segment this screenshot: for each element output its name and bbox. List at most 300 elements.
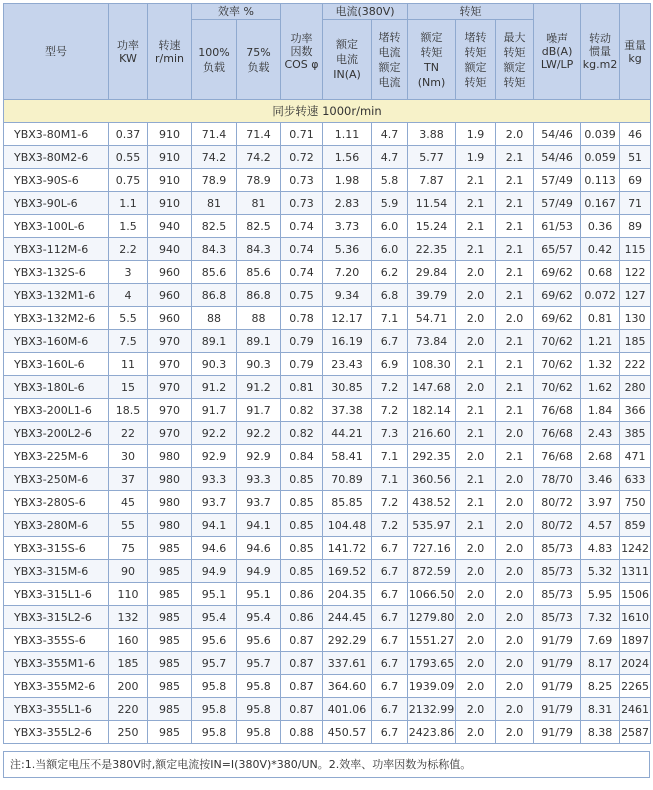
cell-locked-current: 7.1 (372, 307, 408, 330)
cell-power: 5.5 (109, 307, 148, 330)
cell-eff-75: 95.8 (237, 698, 281, 721)
cell-locked-torque: 2.0 (456, 698, 496, 721)
cell-max-torque: 2.1 (496, 330, 534, 353)
cell-inertia: 8.31 (581, 698, 620, 721)
header-eff-100: 100% 负载 (192, 20, 237, 100)
table-row (4, 606, 651, 629)
cell-max-torque: 2.0 (496, 307, 534, 330)
cell-power-factor: 0.74 (281, 215, 323, 238)
cell-rated-current: 70.89 (323, 468, 372, 491)
cell-model: YBX3-355S-6 (4, 629, 109, 652)
cell-locked-torque: 1.9 (456, 123, 496, 146)
table-row (4, 445, 651, 468)
cell-eff-100: 95.8 (192, 698, 237, 721)
cell-power-factor: 0.86 (281, 606, 323, 629)
cell-inertia: 0.81 (581, 307, 620, 330)
cell-eff-100: 95.6 (192, 629, 237, 652)
cell-locked-current: 6.7 (372, 652, 408, 675)
cell-locked-torque: 2.1 (456, 238, 496, 261)
cell-rated-torque: 2132.99 (408, 698, 456, 721)
cell-speed: 910 (148, 192, 192, 215)
cell-max-torque: 2.0 (496, 698, 534, 721)
cell-eff-75: 89.1 (237, 330, 281, 353)
cell-locked-torque: 2.0 (456, 284, 496, 307)
cell-locked-torque: 2.0 (456, 652, 496, 675)
cell-noise: 85/73 (534, 560, 581, 583)
cell-weight: 2461 (620, 698, 651, 721)
cell-model: YBX3-112M-6 (4, 238, 109, 261)
cell-eff-75: 74.2 (237, 146, 281, 169)
cell-power: 45 (109, 491, 148, 514)
cell-weight: 385 (620, 422, 651, 445)
cell-locked-torque: 1.9 (456, 146, 496, 169)
cell-model: YBX3-280M-6 (4, 514, 109, 537)
cell-max-torque: 2.0 (496, 560, 534, 583)
cell-power-factor: 0.88 (281, 721, 323, 744)
cell-locked-torque: 2.0 (456, 721, 496, 744)
cell-model: YBX3-355M1-6 (4, 652, 109, 675)
cell-eff-100: 93.7 (192, 491, 237, 514)
cell-rated-current: 1.98 (323, 169, 372, 192)
cell-eff-100: 91.7 (192, 399, 237, 422)
cell-power: 37 (109, 468, 148, 491)
cell-locked-current: 7.3 (372, 422, 408, 445)
cell-power-factor: 0.85 (281, 537, 323, 560)
cell-weight: 859 (620, 514, 651, 537)
cell-noise: 54/46 (534, 123, 581, 146)
cell-locked-current: 6.7 (372, 675, 408, 698)
cell-locked-torque: 2.0 (456, 307, 496, 330)
header-current-group: 电流(380V) (323, 4, 408, 20)
cell-locked-current: 7.2 (372, 491, 408, 514)
table-row (4, 652, 651, 675)
cell-speed: 980 (148, 514, 192, 537)
table-row (4, 514, 651, 537)
cell-speed: 910 (148, 123, 192, 146)
cell-rated-current: 364.60 (323, 675, 372, 698)
cell-rated-torque: 727.16 (408, 537, 456, 560)
cell-speed: 940 (148, 215, 192, 238)
cell-eff-100: 95.8 (192, 675, 237, 698)
cell-locked-current: 6.7 (372, 606, 408, 629)
cell-power-factor: 0.74 (281, 238, 323, 261)
cell-eff-75: 81 (237, 192, 281, 215)
cell-speed: 985 (148, 560, 192, 583)
table-row (4, 675, 651, 698)
cell-rated-torque: 22.35 (408, 238, 456, 261)
cell-locked-current: 7.2 (372, 514, 408, 537)
cell-eff-75: 82.5 (237, 215, 281, 238)
cell-eff-75: 93.3 (237, 468, 281, 491)
header-eff-75: 75% 负载 (237, 20, 281, 100)
cell-rated-current: 169.52 (323, 560, 372, 583)
cell-speed: 970 (148, 376, 192, 399)
cell-inertia: 7.32 (581, 606, 620, 629)
cell-noise: 61/53 (534, 215, 581, 238)
cell-locked-current: 7.1 (372, 468, 408, 491)
cell-max-torque: 2.0 (496, 629, 534, 652)
cell-noise: 69/62 (534, 307, 581, 330)
cell-inertia: 0.059 (581, 146, 620, 169)
cell-model: YBX3-315L2-6 (4, 606, 109, 629)
cell-rated-torque: 1066.50 (408, 583, 456, 606)
cell-speed: 985 (148, 629, 192, 652)
cell-power: 7.5 (109, 330, 148, 353)
cell-inertia: 8.38 (581, 721, 620, 744)
cell-eff-75: 92.2 (237, 422, 281, 445)
table-row (4, 353, 651, 376)
cell-locked-current: 7.1 (372, 445, 408, 468)
cell-max-torque: 2.1 (496, 215, 534, 238)
cell-max-torque: 2.0 (496, 652, 534, 675)
cell-locked-torque: 2.0 (456, 606, 496, 629)
cell-locked-current: 7.2 (372, 376, 408, 399)
cell-locked-torque: 2.1 (456, 192, 496, 215)
cell-eff-75: 95.4 (237, 606, 281, 629)
cell-inertia: 0.039 (581, 123, 620, 146)
cell-eff-75: 86.8 (237, 284, 281, 307)
cell-max-torque: 2.0 (496, 675, 534, 698)
motor-spec-table (3, 3, 651, 744)
cell-eff-100: 84.3 (192, 238, 237, 261)
cell-rated-torque: 3.88 (408, 123, 456, 146)
cell-max-torque: 2.1 (496, 284, 534, 307)
cell-power-factor: 0.85 (281, 560, 323, 583)
cell-eff-100: 88 (192, 307, 237, 330)
cell-speed: 970 (148, 399, 192, 422)
cell-eff-100: 94.1 (192, 514, 237, 537)
cell-weight: 2587 (620, 721, 651, 744)
cell-power: 0.75 (109, 169, 148, 192)
cell-power-factor: 0.87 (281, 652, 323, 675)
cell-inertia: 5.95 (581, 583, 620, 606)
cell-power-factor: 0.73 (281, 169, 323, 192)
cell-rated-torque: 872.59 (408, 560, 456, 583)
cell-power-factor: 0.75 (281, 284, 323, 307)
cell-inertia: 1.62 (581, 376, 620, 399)
cell-eff-100: 92.2 (192, 422, 237, 445)
table-row (4, 376, 651, 399)
cell-power: 0.37 (109, 123, 148, 146)
cell-speed: 970 (148, 330, 192, 353)
cell-speed: 985 (148, 652, 192, 675)
cell-max-torque: 2.1 (496, 445, 534, 468)
cell-model: YBX3-90L-6 (4, 192, 109, 215)
cell-locked-current: 6.0 (372, 215, 408, 238)
cell-noise: 78/70 (534, 468, 581, 491)
cell-locked-current: 4.7 (372, 146, 408, 169)
cell-model: YBX3-355L2-6 (4, 721, 109, 744)
cell-locked-current: 6.8 (372, 284, 408, 307)
cell-locked-torque: 2.1 (456, 422, 496, 445)
cell-eff-75: 88 (237, 307, 281, 330)
cell-eff-100: 85.6 (192, 261, 237, 284)
cell-noise: 91/79 (534, 652, 581, 675)
motor-spec-sheet (3, 3, 650, 771)
cell-weight: 2265 (620, 675, 651, 698)
cell-eff-75: 91.2 (237, 376, 281, 399)
cell-eff-75: 91.7 (237, 399, 281, 422)
cell-speed: 985 (148, 675, 192, 698)
cell-noise: 70/62 (534, 376, 581, 399)
cell-max-torque: 2.0 (496, 583, 534, 606)
cell-rated-current: 2.83 (323, 192, 372, 215)
cell-model: YBX3-90S-6 (4, 169, 109, 192)
cell-inertia: 1.32 (581, 353, 620, 376)
cell-locked-current: 7.2 (372, 399, 408, 422)
cell-power-factor: 0.81 (281, 376, 323, 399)
cell-locked-torque: 2.0 (456, 583, 496, 606)
cell-inertia: 8.17 (581, 652, 620, 675)
cell-power: 160 (109, 629, 148, 652)
cell-rated-current: 141.72 (323, 537, 372, 560)
cell-rated-current: 337.61 (323, 652, 372, 675)
cell-weight: 89 (620, 215, 651, 238)
cell-eff-100: 89.1 (192, 330, 237, 353)
header-efficiency-group: 效率 % (192, 4, 281, 20)
cell-eff-100: 95.8 (192, 721, 237, 744)
cell-locked-current: 5.8 (372, 169, 408, 192)
table-row (4, 307, 651, 330)
cell-noise: 91/79 (534, 721, 581, 744)
cell-power: 75 (109, 537, 148, 560)
cell-inertia: 0.167 (581, 192, 620, 215)
cell-power: 18.5 (109, 399, 148, 422)
cell-rated-torque: 11.54 (408, 192, 456, 215)
cell-power: 132 (109, 606, 148, 629)
cell-eff-100: 74.2 (192, 146, 237, 169)
cell-rated-current: 7.20 (323, 261, 372, 284)
cell-rated-current: 9.34 (323, 284, 372, 307)
cell-rated-torque: 292.35 (408, 445, 456, 468)
cell-max-torque: 2.0 (496, 491, 534, 514)
cell-inertia: 2.43 (581, 422, 620, 445)
cell-noise: 85/73 (534, 583, 581, 606)
cell-rated-torque: 1279.80 (408, 606, 456, 629)
cell-model: YBX3-280S-6 (4, 491, 109, 514)
cell-model: YBX3-200L1-6 (4, 399, 109, 422)
cell-rated-current: 244.45 (323, 606, 372, 629)
cell-power: 22 (109, 422, 148, 445)
cell-eff-75: 85.6 (237, 261, 281, 284)
cell-weight: 1506 (620, 583, 651, 606)
cell-power: 185 (109, 652, 148, 675)
cell-weight: 51 (620, 146, 651, 169)
cell-power: 4 (109, 284, 148, 307)
cell-inertia: 4.57 (581, 514, 620, 537)
cell-power: 3 (109, 261, 148, 284)
cell-power: 55 (109, 514, 148, 537)
cell-eff-75: 92.9 (237, 445, 281, 468)
cell-power: 30 (109, 445, 148, 468)
table-row (4, 238, 651, 261)
cell-power-factor: 0.85 (281, 491, 323, 514)
cell-power: 11 (109, 353, 148, 376)
cell-rated-torque: 1551.27 (408, 629, 456, 652)
cell-locked-current: 6.7 (372, 698, 408, 721)
cell-eff-75: 95.7 (237, 652, 281, 675)
cell-noise: 70/62 (534, 353, 581, 376)
cell-locked-torque: 2.0 (456, 629, 496, 652)
cell-rated-current: 23.43 (323, 353, 372, 376)
cell-inertia: 1.21 (581, 330, 620, 353)
cell-eff-100: 95.1 (192, 583, 237, 606)
cell-locked-torque: 2.0 (456, 445, 496, 468)
cell-max-torque: 2.0 (496, 514, 534, 537)
table-header (4, 4, 651, 100)
cell-model: YBX3-200L2-6 (4, 422, 109, 445)
cell-model: YBX3-80M2-6 (4, 146, 109, 169)
cell-rated-current: 58.41 (323, 445, 372, 468)
cell-locked-torque: 2.0 (456, 537, 496, 560)
cell-speed: 960 (148, 284, 192, 307)
cell-weight: 366 (620, 399, 651, 422)
cell-max-torque: 2.1 (496, 353, 534, 376)
cell-locked-torque: 2.0 (456, 261, 496, 284)
cell-inertia: 0.072 (581, 284, 620, 307)
header-rated-current: 额定 电流 IN(A) (323, 20, 372, 100)
cell-max-torque: 2.1 (496, 261, 534, 284)
cell-noise: 69/62 (534, 261, 581, 284)
cell-model: YBX3-315L1-6 (4, 583, 109, 606)
cell-weight: 46 (620, 123, 651, 146)
cell-locked-current: 6.7 (372, 583, 408, 606)
header-locked-torque: 堵转 转矩 额定 转矩 (456, 20, 496, 100)
header-speed: 转速 r/min (148, 4, 192, 100)
table-row (4, 468, 651, 491)
header-inertia: 转动 惯量 kg.m2 (581, 4, 620, 100)
cell-model: YBX3-355L1-6 (4, 698, 109, 721)
table-body (4, 100, 651, 744)
cell-eff-75: 95.6 (237, 629, 281, 652)
cell-rated-current: 401.06 (323, 698, 372, 721)
cell-rated-torque: 73.84 (408, 330, 456, 353)
cell-eff-75: 84.3 (237, 238, 281, 261)
cell-noise: 80/72 (534, 491, 581, 514)
cell-model: YBX3-315S-6 (4, 537, 109, 560)
cell-inertia: 3.46 (581, 468, 620, 491)
cell-locked-current: 6.7 (372, 629, 408, 652)
cell-eff-75: 94.9 (237, 560, 281, 583)
cell-max-torque: 2.0 (496, 422, 534, 445)
cell-max-torque: 2.0 (496, 123, 534, 146)
cell-noise: 85/73 (534, 537, 581, 560)
cell-power: 250 (109, 721, 148, 744)
table-row (4, 721, 651, 744)
cell-rated-current: 16.19 (323, 330, 372, 353)
cell-max-torque: 2.1 (496, 376, 534, 399)
cell-weight: 471 (620, 445, 651, 468)
cell-rated-torque: 15.24 (408, 215, 456, 238)
cell-rated-current: 85.85 (323, 491, 372, 514)
cell-eff-100: 91.2 (192, 376, 237, 399)
cell-speed: 910 (148, 169, 192, 192)
cell-locked-torque: 2.0 (456, 560, 496, 583)
cell-eff-75: 71.4 (237, 123, 281, 146)
table-row (4, 560, 651, 583)
cell-eff-100: 93.3 (192, 468, 237, 491)
cell-eff-100: 81 (192, 192, 237, 215)
cell-eff-75: 94.6 (237, 537, 281, 560)
cell-power-factor: 0.86 (281, 583, 323, 606)
cell-rated-torque: 1939.09 (408, 675, 456, 698)
cell-weight: 1610 (620, 606, 651, 629)
cell-locked-current: 6.0 (372, 238, 408, 261)
cell-noise: 76/68 (534, 445, 581, 468)
cell-rated-torque: 216.60 (408, 422, 456, 445)
cell-speed: 985 (148, 583, 192, 606)
cell-model: YBX3-315M-6 (4, 560, 109, 583)
header-weight: 重量 kg (620, 4, 651, 100)
cell-max-torque: 2.1 (496, 169, 534, 192)
cell-speed: 970 (148, 353, 192, 376)
header-noise: 噪声 dB(A) LW/LP (534, 4, 581, 100)
cell-model: YBX3-132M1-6 (4, 284, 109, 307)
cell-speed: 960 (148, 261, 192, 284)
table-row (4, 583, 651, 606)
cell-power-factor: 0.79 (281, 330, 323, 353)
cell-weight: 1311 (620, 560, 651, 583)
cell-power: 2.2 (109, 238, 148, 261)
cell-speed: 985 (148, 537, 192, 560)
table-row (4, 537, 651, 560)
cell-power: 200 (109, 675, 148, 698)
table-row (4, 123, 651, 146)
cell-power: 1.5 (109, 215, 148, 238)
cell-weight: 222 (620, 353, 651, 376)
cell-noise: 65/57 (534, 238, 581, 261)
cell-model: YBX3-355M2-6 (4, 675, 109, 698)
header-model: 型号 (4, 4, 109, 100)
cell-eff-75: 93.7 (237, 491, 281, 514)
cell-rated-current: 3.73 (323, 215, 372, 238)
cell-power-factor: 0.87 (281, 629, 323, 652)
cell-power-factor: 0.72 (281, 146, 323, 169)
cell-weight: 1242 (620, 537, 651, 560)
cell-rated-current: 5.36 (323, 238, 372, 261)
cell-noise: 85/73 (534, 606, 581, 629)
cell-rated-torque: 108.30 (408, 353, 456, 376)
cell-speed: 970 (148, 422, 192, 445)
cell-locked-torque: 2.1 (456, 468, 496, 491)
table-row (4, 261, 651, 284)
cell-rated-torque: 438.52 (408, 491, 456, 514)
cell-locked-current: 5.9 (372, 192, 408, 215)
table-row (4, 399, 651, 422)
cell-power-factor: 0.78 (281, 307, 323, 330)
cell-noise: 54/46 (534, 146, 581, 169)
table-row (4, 215, 651, 238)
cell-rated-current: 1.11 (323, 123, 372, 146)
table-row (4, 629, 651, 652)
cell-eff-100: 94.9 (192, 560, 237, 583)
cell-power-factor: 0.74 (281, 261, 323, 284)
cell-eff-100: 82.5 (192, 215, 237, 238)
cell-model: YBX3-80M1-6 (4, 123, 109, 146)
cell-inertia: 0.36 (581, 215, 620, 238)
cell-rated-current: 12.17 (323, 307, 372, 330)
cell-locked-torque: 2.1 (456, 514, 496, 537)
cell-locked-current: 6.7 (372, 560, 408, 583)
cell-eff-75: 95.8 (237, 721, 281, 744)
cell-inertia: 0.113 (581, 169, 620, 192)
cell-model: YBX3-100L-6 (4, 215, 109, 238)
cell-speed: 985 (148, 721, 192, 744)
cell-noise: 91/79 (534, 629, 581, 652)
cell-noise: 76/68 (534, 422, 581, 445)
cell-weight: 71 (620, 192, 651, 215)
cell-inertia: 3.97 (581, 491, 620, 514)
